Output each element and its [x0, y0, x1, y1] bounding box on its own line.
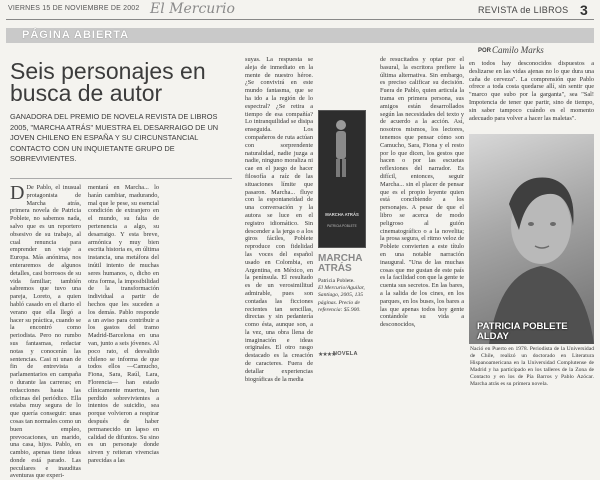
book-title: MARCHA ATRÁS — [318, 253, 363, 274]
page-number: 3 — [580, 2, 588, 18]
book-author: Patricia Poblete. — [318, 278, 355, 284]
newspaper-logo: El Mercurio — [150, 1, 235, 17]
article-column-4 — [380, 56, 464, 412]
book-info — [318, 278, 378, 314]
author-bio: Nació en Puerto en 1978. Periodista de la Universidad de Chile, realizó un doctorado en Literatura Hispanoamericana en la Universidad Complutense de Madrid y ha participado en los talleres de la Zona de Contacto y en los de Pía Barros y Pablo Azócar. Marcha atrás es su primera novela. — [470, 346, 594, 387]
column-1-text: De Pablo, el inusual protagonista de Marcha atrás, primera novela de Patricia Poblete, no sabemos nada, salvo que es un reportero obsesivo de su trabajo, al cual renuncia para emprender un viaje a Europa. Más anónima, nos enteraremos de algunos detalles, casi borrosos de su vida familiar; también sabremos que tuvo una pareja, Loreto, a quien habló casado en el diario el verano que ella llegó a hacer su práctica, cuando se la encontró como periodista. Pero no rumbo sus fantasmas, redactar notas y conocerán las sentencias. Casi ni unan de fin de entrevista a parlamentarios en campaña o durante las carreras; en redacciones hasta las oficinas del periódico. Ella estaba muy segura de lo que quería conseguir: unas cosas tan normales como un buen empleo, prevocaciones, un marido, una casa, hijos. Pablo, en cambio, apenas tiene ideas donde está parado. Las peculiares e inauditas aventuras que experi- — [10, 184, 81, 480]
headline-rule — [10, 178, 232, 179]
book-publisher: El Mercurio/Aguilar, — [318, 285, 365, 292]
drop-cap: D — [10, 182, 25, 204]
article-column-1 — [10, 182, 81, 480]
book-details: Santiago, 2005, 135 páginas. Precio de referencia: $5.900. — [318, 292, 364, 313]
issue-date: VIERNES 15 DE NOVIEMBRE DE 2002 — [8, 5, 140, 12]
photo-caption-name: PATRICIA POBLETE ALDAY — [477, 321, 568, 342]
header-rule — [6, 19, 594, 20]
article-column-5 — [469, 60, 594, 130]
article-column-3 — [245, 56, 313, 412]
rating-stars: ★★★★ — [318, 352, 336, 358]
section-title: REVISTA de LIBROS — [478, 5, 569, 15]
book-cover-author: PATRICIA POBLETE — [327, 224, 357, 228]
section-band-label: PÁGINA ABIERTA — [22, 29, 130, 41]
column-2-text: mentará en Marcha... lo harán cambiar, madurando, mal que le pese, su esencial condición de extranjero en el mundo, su falta de pertenencia a algo, su desarraigo. Y esta breve, armónica y muy bien escrita historia es, en última instancia, una metáfora del inútil intento de muchas seres humanos, o, dicho en otra forma, la imposibilidad de la transformación individual a partir de hechos que les suceden a los demás. Pablo responde a un aviso para contribuir a los gastos del tramo Madrid-Barcelona en una van, junto a seis jóvenes. Al poco rato, el desvalido chileno se informa de que todos ellos —Camucho, Fiona, Sara, Raúl, Lara, Florencia— han estado clínicamente muertos, han perdido sobrevivientes a intentos de suicidio, sea porque volvieron a respirar después de haber permanecido un lapso en calidad de difuntos. Su sino es un personaje donde sirven y reiteran vivencias parecidas a las — [88, 184, 159, 464]
article-headline: Seis personajes en busca de autor — [10, 58, 206, 106]
column-3-text: suyas. La respuesta se aleja de inmediato en la mente de nuestro héroe. ¿Se convivirá en este mundo fantasma, que se ha ido a la región de lo espectral? ¿Se retira a tiempo de esa compañía? Lo intranquilidad se disipa enseguida. Los compañeros de ruta actúan con sorprendente naturalidad, nadie juzga a nadie, ninguno moraliza ni cae en el juego de hacer filosofía a raíz de las situaciones límite que pasaron. Marcha... fluye con la espontaneidad de una conversación y la autora se luce en el registro idiomático. Sin descender a la jerga o a los giros fáciles, Poblete reproduce con fidelidad las voces del español usado en Colombia, en Argentina, en México, en la península. El resultado es de un verosimilitud admirable, pues son contadas las ficciones recientes tan sencillas, directas y sin pedantería como ésta, aunque son, a la vez, una obra llena de imaginación e ideas originales. El otro rasgo destacado es la creación de caracteres. Fuera de detallar experiencias biográficas de la media — [245, 56, 313, 383]
author-portrait-icon — [469, 134, 594, 344]
cover-figure-icon — [332, 118, 350, 178]
column-5-text: en todos hay desconocidos dispuestos a deslizarse en las vidas ajenas no lo que dura una caña de cerveza". La comprensión que Pablo ofrece a toda costa quedarse allí, sin sentir que "marco que subo por la garganta", sea "Sal! Impotencia de tener que partir, sino de tiempo, sin saber tampoco cuándo es el momento adecuado para volver a hacer las maletas". — [469, 60, 594, 122]
book-cover-title: MARCHA ATRÁS — [325, 212, 359, 217]
byline-prefix: POR — [478, 48, 492, 54]
author-photo — [469, 134, 594, 344]
article-deck: GANADORA DEL PREMIO DE NOVELA REVISTA DE LIBROS 2005, "MARCHA ATRÁS" MUESTRA EL DESARRAIGO DE UN JOVEN CHILENO EN ESPAÑA Y SU CIRCUNSTANCIAL CONTACTO CON UN INQUIETANTE GRUPO DE SOBREVIVIENTES. — [10, 112, 219, 163]
article-column-2 — [88, 184, 159, 464]
genre-label: NOVELA — [333, 351, 358, 357]
byline-author: Camilo Marks — [492, 45, 544, 55]
column-4-text: de resucitados y optar por el basural, la escritora prefiere la última alternativa. Sin embargo, es preciso calificar su decisión. Fuera de Pablo, quien articula la trama en primera persona, sus amigos están desarrollados según las necesidades del texto y de acuerdo a la acción. Así, nosotros mismos, los lectores, tenemos que pensar cómo son Camucho, Sara, Fiona y el resto por lo que dicen, los gestos que hacen o por las escuetas reflexiones del narrador. Es difícil, entonces, seguir Marcha... sin el placer de pensar que es el propio leyente quien está concibiendo a los personajes. A pesar de que el libro se acerca de modo peligroso al guión cinematográfico o a la novelita; la prosa segura, el ritmo veloz de Poblete convierten a este título en una notable narración inaugural. "Una de las muchas cosas que me gustan de este país es la facilidad con que la gente te cuenta sus secretos. En las bares, a la salida de los cines, en los parques, en los buses, los bares a las que apenas todos hoy gente contándole su vida a desconocidos, — [380, 56, 464, 329]
